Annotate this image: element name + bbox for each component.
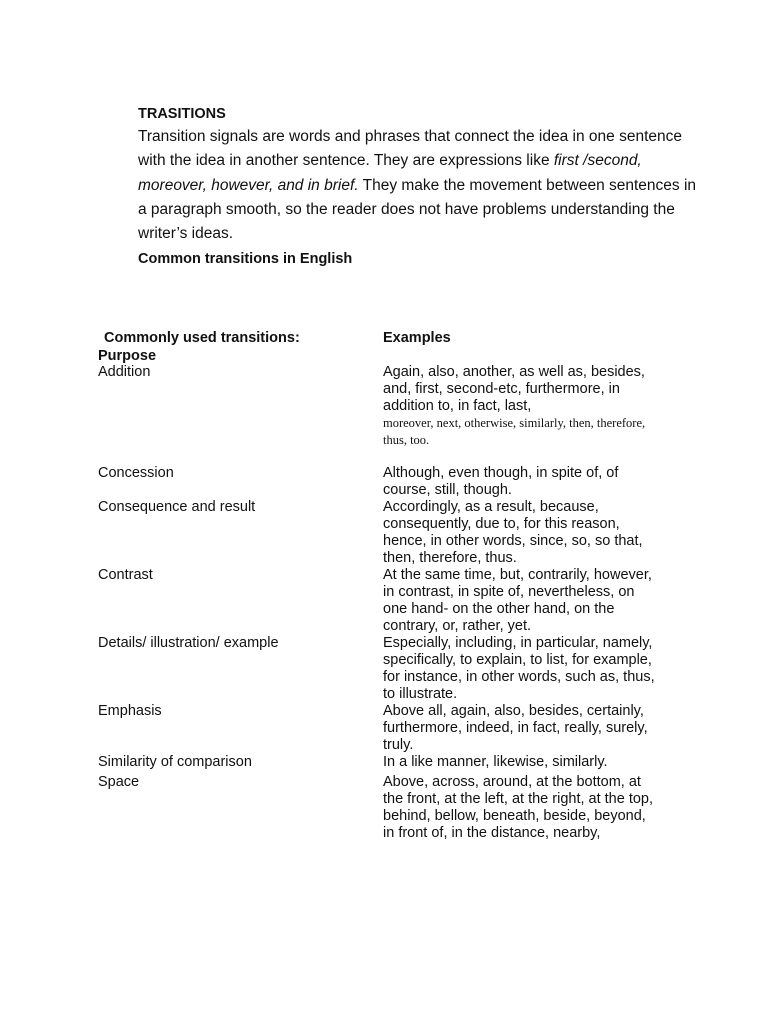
row-purpose: Details/ illustration/ example xyxy=(98,635,279,651)
row-purpose: Emphasis xyxy=(98,703,162,719)
row-examples: Especially, including, in particular, namely, specifically, to explain, to list, for example, for instance, in other words, such as, thus, to illustrate. xyxy=(383,635,655,702)
header-examples: Examples xyxy=(383,330,451,346)
intro-text-italic: first /second, moreover, however, and in brief. xyxy=(138,152,642,194)
page-title: TRASITIONS xyxy=(138,106,226,122)
table-row-details xyxy=(98,635,698,703)
table-row-contrast xyxy=(98,567,698,635)
table-row-space xyxy=(98,774,698,842)
row-purpose: Contrast xyxy=(98,567,153,583)
row-examples: Above, across, around, at the bottom, at the front, at the left, at the right, at the top, behind, bellow, beneath, beside, beyond, in front of, in the distance, nearby, xyxy=(383,774,654,841)
row-examples: Although, even though, in spite of, of course, still, though. xyxy=(383,465,619,498)
row-examples: Accordingly, as a result, because, consequently, due to, for this reason, hence, in other words, since, so, so that, then, therefore, thus. xyxy=(383,499,643,566)
row-purpose: Space xyxy=(98,774,140,790)
header-transitions: Commonly used transitions: xyxy=(104,330,300,346)
intro-section xyxy=(138,103,698,270)
section-subtitle: Common transitions in English xyxy=(138,251,353,268)
row-examples-text: Again, also, another, as well as, besides, and, first, second-etc, furthermore, in addition to, in fact, last, xyxy=(383,364,645,414)
row-examples: Above all, again, also, besides, certainly, furthermore, indeed, in fact, really, surely, truly. xyxy=(383,703,648,753)
table-row-similarity xyxy=(98,754,698,771)
row-examples-extra: moreover, next, otherwise, similarly, then, therefore, thus, too. xyxy=(383,416,646,447)
table-row-addition xyxy=(98,364,698,448)
table-row-emphasis xyxy=(98,703,698,754)
transitions-table xyxy=(98,364,698,842)
table-row-consequence xyxy=(98,499,698,567)
row-purpose: Consequence and result xyxy=(98,499,256,515)
intro-paragraph xyxy=(138,125,698,246)
row-examples xyxy=(383,364,658,448)
intro-text-part1: Transition signals are words and phrases that connect the idea in one sentence with the idea in another sentence. They are expressions like xyxy=(138,128,682,170)
row-examples: At the same time, but, contrarily, however, in contrast, in spite of, nevertheless, on one hand- on the other hand, on the contrary, or, rather, yet. xyxy=(383,567,652,634)
row-purpose: Similarity of comparison xyxy=(98,754,252,770)
table-row-concession xyxy=(98,465,698,499)
row-purpose: Addition xyxy=(98,364,151,380)
row-purpose: Concession xyxy=(98,465,174,481)
header-purpose: Purpose xyxy=(98,348,157,364)
row-examples: In a like manner, likewise, similarly. xyxy=(383,754,608,770)
intro-text-part2: They make the movement between sentences in a paragraph smooth, so the reader does not have problems understanding the writer’s ideas. xyxy=(138,176,697,243)
